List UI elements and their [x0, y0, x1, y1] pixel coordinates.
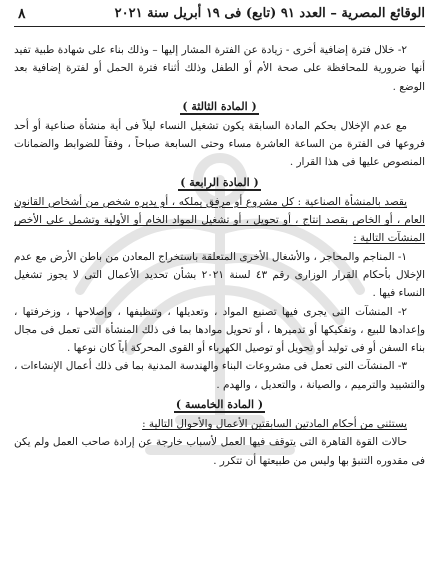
paragraph-clause-2: ٢- خلال فترة إضافية أخرى - زيادة عن الفترة المشار إليها – وذلك بناء على شهادة طبية تفيد أنها ضرورية للمحافظة على صحة الأم أو الطفل وذلك أثناء فترة الحمل أو لفترة إضافية بعد الوضع . [14, 44, 425, 93]
paragraph-item-1: ١- المناجم والمحاجر ، والأشغال الأخرى المتعلقة باستخراج المعادن من باطن الأرض مع عدم الإخلال بأحكام القرار الوزارى رقم ٤٣ لسنة ٢٠٢١ بشأن تحديد الأعمال التى لا يجوز تشغيل النساء فيها . [14, 250, 426, 300]
paragraph-item-2: ٢- المنشآت التى يجرى فيها تصنيع المواد ، وتعديلها ، وتنظيفها ، وإصلاحها ، وزخرفتها ، وإعدادها للبيع ، وتفكيكها أو تدميرها ، أو تحويل موادها بما فى ذلك المنشأة التى تعمل فى مجال بناء السفن أو فى توليد أو تحويل أو توصيل الكهرباء أو القوى المحركة أياً كان نوعها . [14, 305, 425, 355]
paragraph-article-4-definition: يقصد بالمنشأة الصناعية : كل مشروع أو مرفق يملكه ، أو يديره شخص من أشخاص القانون العام ، أو الخاص بقصد إنتاج ، أو تحويل ، أو تشغيل المواد الخام أو الأولية وتشمل على الأخص المنشآت التالية : [14, 195, 425, 245]
article-4-title: ( المادة الرابعة ) [180, 175, 259, 189]
page-number: ٨ [18, 6, 26, 22]
gazette-title: الوقائع المصرية – العدد ٩١ (تابع) فى ١٩ أبريل سنة ٢٠٢١ [114, 6, 425, 21]
paragraph-force-majeure: حالات القوة القاهرة التى يتوقف فيها العمل لأسباب خارجة عن إرادة صاحب العمل ولم يكن فى مقدوره التنبؤ بها وليس من طبيعتها أن تتكرر . [14, 436, 425, 467]
article-3-title: ( المادة الثالثة ) [182, 99, 257, 113]
paragraph-item-3: ٣- المنشآت التى تعمل فى مشروعات البناء والهندسة المدنية بما فى ذلك أعمال الإنشاءات ، والتشييد والترميم ، والصيانة ، والتعديل ، والهدم . [14, 360, 425, 391]
paragraph-article-5-intro: يستثنى من أحكام المادتين السابقتين الأعمال والأحوال التالية : [142, 418, 407, 431]
article-5-heading [14, 395, 425, 414]
article-3-heading [14, 97, 425, 116]
article-5-title: ( المادة الخامسة ) [175, 398, 264, 412]
page-content [14, 41, 425, 470]
paragraph-article-3: مع عدم الإخلال بحكم المادة السابقة يكون تشغيل النساء ليلاً فى أية منشأة صناعية أو أحد فروعها فى الفترة من الساعة العاشرة مساء وحتى السابعة صباحاً ، وفقاً للضوابط والضمانات المنصوص عليها فى هذا القرار . [14, 119, 425, 169]
page-header [14, 2, 425, 27]
article-4-heading [14, 173, 425, 192]
